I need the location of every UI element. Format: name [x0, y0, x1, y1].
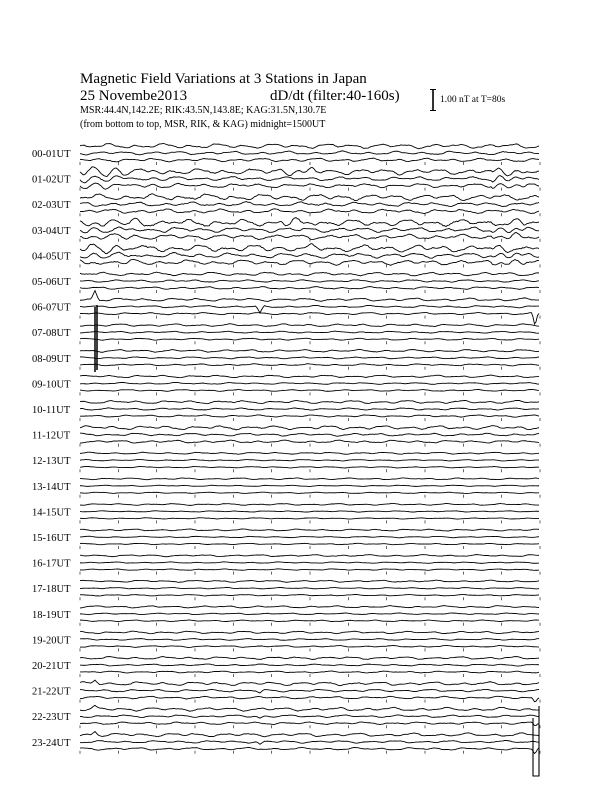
trace-kag: [80, 349, 539, 352]
trace-kag: [80, 291, 539, 302]
trace-rik: [80, 639, 539, 641]
hour-label: 03-04UT: [32, 225, 71, 237]
hour-label: 17-18UT: [32, 584, 71, 596]
trace-msr: [80, 518, 539, 519]
hour-row-19-20UT: [32, 631, 540, 651]
hour-row-13-14UT: [32, 478, 540, 498]
hour-row-16-17UT: [32, 555, 540, 575]
hour-label: 00-01UT: [32, 149, 71, 160]
hour-label: 13-14UT: [32, 481, 71, 493]
hour-row-05-06UT: [32, 272, 540, 293]
trace-msr: [80, 543, 539, 544]
trace-kag: [80, 426, 539, 430]
trace-rik: [80, 357, 539, 359]
hour-label: 20-21UT: [32, 661, 71, 672]
trace-kag: [80, 244, 539, 254]
hour-row-20-21UT: [32, 657, 540, 677]
scale-label: 1.00 nT at T=80s: [440, 95, 506, 105]
hour-row-03-04UT: [32, 218, 540, 242]
trace-kag: [80, 194, 539, 201]
hour-row-12-13UT: [32, 452, 540, 472]
hour-label: 04-05UT: [32, 251, 71, 263]
trace-kag: [80, 218, 539, 227]
trace-msr: [80, 646, 539, 648]
station-order-note: (from bottom to top, MSR, RIK, & KAG) midnight=1500UT: [80, 119, 326, 130]
trace-msr: [80, 671, 539, 673]
trace-rik: [80, 613, 539, 615]
hour-row-14-15UT: [32, 503, 540, 523]
hour-label: 15-16UT: [32, 533, 71, 544]
trace-msr: [80, 594, 539, 596]
hour-row-21-22UT: [32, 680, 540, 702]
trace-msr: [80, 440, 539, 443]
trace-rik: [80, 176, 539, 183]
trace-msr: [80, 569, 539, 570]
trace-msr: [80, 313, 539, 324]
trace-rik: [80, 382, 539, 384]
trace-kag: [80, 375, 539, 378]
hour-row-08-09UT: [32, 349, 540, 369]
hour-label: 23-24UT: [32, 737, 71, 749]
trace-msr: [80, 389, 539, 391]
trace-rik: [80, 511, 539, 512]
trace-msr: [80, 183, 539, 189]
trace-kag: [80, 631, 539, 634]
trace-msr: [80, 722, 539, 726]
large-spike-0607: [95, 305, 97, 372]
trace-msr: [80, 364, 539, 366]
hour-label: 21-22UT: [32, 686, 71, 698]
hour-label: 08-09UT: [32, 353, 71, 365]
trace-msr: [80, 233, 539, 240]
trace-kag: [80, 732, 539, 737]
hour-label: 22-23UT: [32, 712, 71, 724]
trace-kag: [80, 400, 539, 403]
trace-rik: [80, 305, 539, 312]
hour-label: 12-13UT: [32, 456, 71, 468]
trace-msr: [80, 287, 539, 290]
trace-msr: [80, 209, 539, 214]
trace-rik: [80, 331, 539, 333]
trace-rik: [80, 252, 539, 258]
hour-row-02-03UT: [32, 194, 540, 216]
trace-msr: [80, 747, 539, 753]
hour-label: 09-10UT: [32, 379, 71, 391]
hour-label: 16-17UT: [32, 558, 71, 570]
hour-row-00-01UT: [32, 144, 540, 165]
trace-kag: [80, 503, 539, 505]
hour-row-09-10UT: [32, 375, 540, 395]
trace-rik: [80, 280, 539, 282]
trace-kag: [80, 452, 539, 454]
trace-rik: [80, 485, 539, 486]
trace-kag: [80, 657, 539, 660]
trace-msr: [80, 466, 539, 468]
trace-kag: [80, 272, 539, 276]
trace-kag: [80, 705, 539, 711]
hour-label: 02-03UT: [32, 200, 71, 212]
trace-rik: [80, 740, 539, 744]
hour-row-17-18UT: [32, 580, 540, 600]
trace-kag: [80, 680, 539, 685]
trace-kag: [80, 580, 539, 582]
hour-label: 11-12UT: [32, 430, 71, 442]
trace-rik: [80, 587, 539, 588]
hour-row-22-23UT: [32, 705, 540, 728]
trace-kag: [80, 144, 539, 149]
station-coordinates: MSR:44.4N,142.2E; RIK:43.5N,143.8E; KAG:31.5N,130.7E: [80, 105, 327, 116]
hour-label: 01-02UT: [32, 174, 71, 186]
trace-msr: [80, 620, 539, 622]
trace-rik: [80, 562, 539, 564]
trace-rik: [80, 715, 539, 718]
hour-row-01-02UT: [32, 167, 540, 191]
trace-rik: [80, 664, 539, 666]
trace-rik: [80, 227, 539, 233]
hour-row-07-08UT: [32, 324, 540, 344]
hour-row-18-19UT: [32, 606, 540, 626]
hour-label: 06-07UT: [32, 302, 71, 314]
trace-msr: [80, 415, 539, 417]
hour-row-23-24UT: [32, 732, 540, 754]
chart-title: Magnetic Field Variations at 3 Stations in Japan: [80, 71, 367, 87]
hour-row-10-11UT: [32, 400, 540, 421]
trace-kag: [80, 555, 539, 557]
trace-msr: [80, 259, 539, 265]
hour-row-04-05UT: [32, 244, 540, 268]
trace-kag: [80, 478, 539, 480]
chart-mode: dD/dt (filter:40-160s): [270, 88, 400, 104]
hour-row-11-12UT: [32, 426, 540, 447]
trace-msr: [80, 492, 539, 493]
trace-rik: [80, 459, 539, 460]
hour-row-06-07UT: [32, 291, 540, 324]
hour-row-15-16UT: [32, 529, 540, 549]
trace-msr: [80, 158, 539, 162]
hour-label: 18-19UT: [32, 609, 71, 621]
trace-rik: [80, 689, 539, 693]
trace-msr: [80, 338, 539, 340]
trace-kag: [80, 167, 539, 177]
trace-msr: [80, 696, 539, 702]
trace-rik: [80, 202, 539, 207]
chart-date: 25 Novembe2013: [80, 88, 188, 104]
trace-rik: [80, 408, 539, 410]
trace-kag: [80, 324, 539, 327]
hour-label: 14-15UT: [32, 507, 71, 519]
trace-rik: [80, 151, 539, 155]
hour-label: 10-11UT: [32, 405, 71, 416]
hour-label: 19-20UT: [32, 635, 71, 647]
trace-rik: [80, 433, 539, 436]
trace-rik: [80, 536, 539, 538]
trace-kag: [80, 529, 539, 531]
trace-kag: [80, 606, 539, 608]
hour-label: 07-08UT: [32, 328, 71, 340]
hour-label: 05-06UT: [32, 277, 71, 288]
